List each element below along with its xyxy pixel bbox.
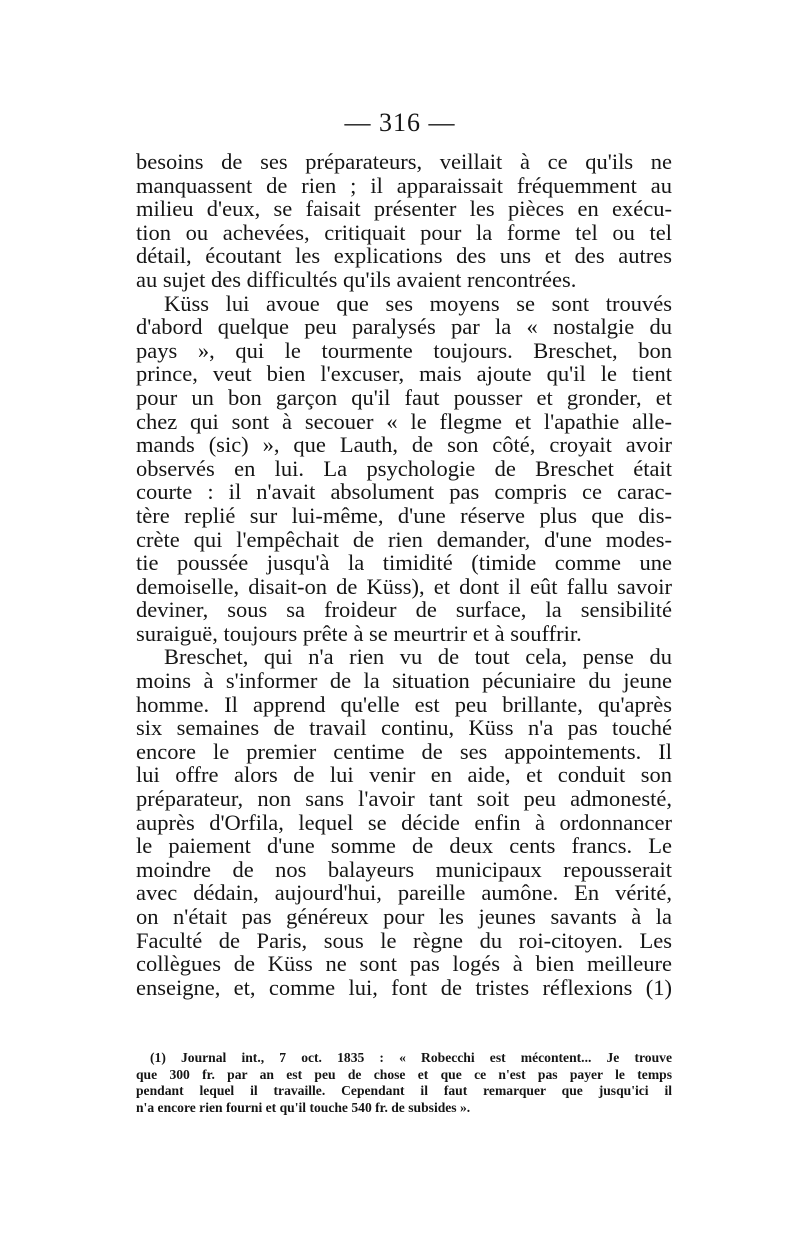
text-line: avec dédain, aujourd'hui, pareille aumône. En vérité, [136, 880, 672, 906]
text-line: chez qui sont à secouer « le flegme et l'apathie alle- [136, 408, 672, 434]
footnote-line: que 300 fr. par an est peu de chose et que ce n'est pas payer le temps [136, 1066, 672, 1082]
text-line: deviner, sous sa froideur de surface, la sensibilité [136, 597, 672, 623]
text-line: collègues de Küss ne sont pas logés à bien meilleure [136, 951, 672, 977]
body-text [136, 150, 672, 999]
text-line: lui offre alors de lui venir en aide, et conduit son [136, 762, 672, 788]
text-line: besoins de ses préparateurs, veillait à ce qu'ils ne [136, 149, 672, 174]
text-line: Faculté de Paris, sous le règne du roi-citoyen. Les [136, 927, 672, 953]
text-line: six semaines de travail continu, Küss n'a pas touché [136, 715, 672, 741]
text-line: d'abord quelque peu paralysés par la « nostalgie du [136, 314, 672, 340]
text-line: crète qui l'empêchait de rien demander, d'une modes- [136, 526, 672, 552]
text-line: milieu d'eux, se faisait présenter les pièces en exécu- [136, 196, 672, 222]
footnote-line: (1) Journal int., 7 oct. 1835 : « Robecchi est mécontent... Je trouve [150, 1050, 672, 1065]
text-line: manquassent de rien ; il apparaissait fréquemment au [136, 172, 672, 198]
text-line: prince, veut bien l'excuser, mais ajoute qu'il le tient [136, 361, 672, 387]
text-line: moins à s'informer de la situation pécuniaire du jeune [136, 668, 672, 694]
text-line: détail, écoutant les explications des uns et des autres [136, 243, 672, 269]
text-line: tion ou achevées, critiquait pour la forme tel ou tel [136, 219, 672, 245]
footnote-line: n'a encore rien fourni et qu'il touche 540 fr. de subsides ». [136, 1099, 471, 1115]
text-line: observés en lui. La psychologie de Breschet était [136, 455, 672, 481]
page-number: — 316 — [344, 108, 456, 137]
text-line: Küss lui avoue que ses moyens se sont trouvés [164, 290, 672, 316]
text-line: au sujet des difficultés qu'ils avaient rencontrées. [136, 266, 577, 292]
text-line: encore le premier centime de ses appointements. Il [136, 738, 672, 764]
footnote [136, 1050, 672, 1116]
text-line: moindre de nos balayeurs municipaux repousserait [136, 856, 672, 882]
text-line: pays », qui le tourmente toujours. Breschet, bon [136, 337, 672, 363]
text-line: pour un bon garçon qu'il faut pousser et gronder, et [136, 384, 672, 410]
text-line: courte : il n'avait absolument pas compris ce carac- [136, 479, 672, 505]
text-line: on n'était pas généreux pour les jeunes savants à la [136, 904, 672, 929]
text-line: mands (sic) », que Lauth, de son côté, croyait avoir [136, 432, 672, 458]
text-line: suraiguë, toujours prête à se meurtrir et à souffrir. [136, 620, 582, 646]
text-line: auprès d'Orfila, lequel se décide enfin à ordonnancer [136, 809, 672, 835]
text-line: enseigne, et, comme lui, font de tristes réflexions (1) [136, 974, 672, 1000]
text-line: tère replié sur lui-même, d'une réserve plus que dis- [136, 502, 672, 528]
text-line: le paiement d'une somme de deux cents francs. Le [136, 833, 672, 859]
footnote-line: pendant lequel il travaille. Cependant il faut remarquer que jusqu'ici il [136, 1083, 672, 1098]
text-line: préparateur, non sans l'avoir tant soit peu admonesté, [136, 786, 672, 812]
text-line: demoiselle, disait-on de Küss), et dont il eût fallu savoir [136, 573, 672, 599]
text-line: Breschet, qui n'a rien vu de tout cela, pense du [164, 644, 672, 670]
text-line: tie poussée jusqu'à la timidité (timide comme une [136, 550, 672, 576]
text-line: homme. Il apprend qu'elle est peu brillante, qu'après [136, 691, 672, 717]
